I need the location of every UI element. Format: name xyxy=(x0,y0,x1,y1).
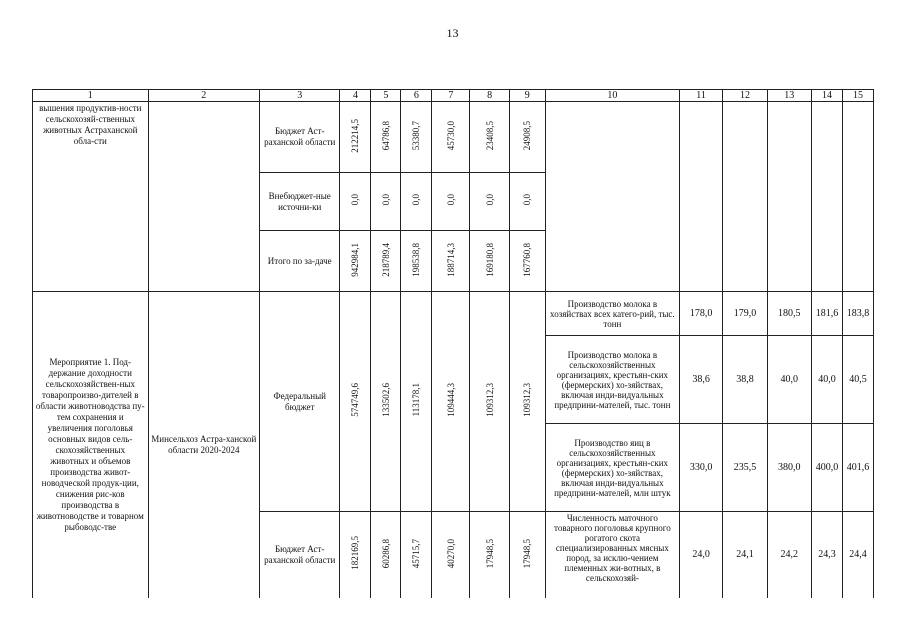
amount-2020 xyxy=(371,512,401,598)
amount: 17948,5 xyxy=(484,538,495,568)
indicator-value: 235,5 xyxy=(723,424,767,512)
amount-2024 xyxy=(509,512,545,598)
amount: 109312,3 xyxy=(522,383,533,417)
indicator-value: 24,3 xyxy=(811,512,842,598)
funding-source: Итого по за-даче xyxy=(260,231,340,292)
amount: 23408,5 xyxy=(484,120,495,151)
amount-total xyxy=(340,173,371,231)
amount: 0,0 xyxy=(445,194,456,206)
amount: 60286,8 xyxy=(380,538,391,568)
funding-source: Бюджет Аст-раханской области xyxy=(260,102,340,173)
indicator-name: Производство молока в хозяйствах всех катего-рий, тыс. тонн xyxy=(545,292,679,336)
col-num-9: 9 xyxy=(509,90,545,102)
amount-2023 xyxy=(470,102,509,173)
amount-2022 xyxy=(432,173,470,231)
indicator-value: 380,0 xyxy=(767,424,811,512)
amount-2023 xyxy=(470,512,509,598)
amount: 53380,7 xyxy=(411,120,422,151)
funding-source: Внебюджет-ные источни-ки xyxy=(260,173,340,231)
amount-2022 xyxy=(432,512,470,598)
measure-name: Мероприятие 1. Под-держание доходности сельскохозяйствен-ных товаропроизво-дителей в области животноводства пу-тем сохранения и увеличения поголовья основных видов сель-скохозяйственных животных и объемов производства живот-новодческой продук-ции, снижения рис-ков производства в животноводстве и товарном рыбоводс-тве xyxy=(33,292,149,598)
amount-2020 xyxy=(371,173,401,231)
amount-total xyxy=(340,231,371,292)
indicator-value: 38,8 xyxy=(723,336,767,424)
indicator-name: Производство яиц в сельскохозяйственных организациях, крестьян-ских (фермерских) хо-зяйствах, включая инди-видуальных предприни-мателей, млн штук xyxy=(545,424,679,512)
funding-source: Федеральный бюджет xyxy=(260,292,340,512)
amount-2023 xyxy=(470,173,509,231)
amount: 133502,6 xyxy=(380,383,391,417)
program-table xyxy=(32,89,874,598)
task-executor xyxy=(148,102,259,292)
col-num-5: 5 xyxy=(371,90,401,102)
col-num-13: 13 xyxy=(767,90,811,102)
indicator-value: 183,8 xyxy=(842,292,873,336)
amount-total xyxy=(340,512,371,598)
funding-source: Бюджет Аст-раханской области xyxy=(260,512,340,598)
indicator-value: 400,0 xyxy=(811,424,842,512)
amount-2021 xyxy=(401,292,432,512)
col-num-2: 2 xyxy=(148,90,259,102)
amount: 218789,4 xyxy=(380,242,391,277)
indicator-value: 40,0 xyxy=(811,336,842,424)
col-num-14: 14 xyxy=(811,90,842,102)
col-num-15: 15 xyxy=(842,90,873,102)
col-num-8: 8 xyxy=(470,90,509,102)
indicator-empty xyxy=(545,102,679,292)
indicator-value: 178,0 xyxy=(679,292,722,336)
amount: 109312,3 xyxy=(484,383,495,417)
amount: 0,0 xyxy=(411,194,422,206)
indicator-value: 401,6 xyxy=(842,424,873,512)
amount-2021 xyxy=(401,512,432,598)
indicator-value: 180,5 xyxy=(767,292,811,336)
indicator-value-empty xyxy=(723,102,767,292)
amount-2023 xyxy=(470,231,509,292)
amount-2020 xyxy=(371,102,401,173)
amount-2024 xyxy=(509,102,545,173)
indicator-value: 181,6 xyxy=(811,292,842,336)
amount: 0,0 xyxy=(380,194,391,206)
table-row xyxy=(33,292,874,336)
table-row xyxy=(33,102,874,173)
amount-2022 xyxy=(432,231,470,292)
col-num-12: 12 xyxy=(723,90,767,102)
indicator-value: 40,5 xyxy=(842,336,873,424)
amount: 64786,8 xyxy=(380,120,391,151)
col-num-7: 7 xyxy=(432,90,470,102)
amount: 167760,8 xyxy=(522,242,533,277)
col-num-1: 1 xyxy=(33,90,149,102)
amount-2023 xyxy=(470,292,509,512)
col-num-4: 4 xyxy=(340,90,371,102)
amount: 942984,1 xyxy=(350,242,361,277)
amount: 24908,5 xyxy=(522,120,533,151)
amount-2021 xyxy=(401,173,432,231)
amount-total xyxy=(340,102,371,173)
amount: 574749,6 xyxy=(350,383,361,417)
col-num-10: 10 xyxy=(545,90,679,102)
indicator-value: 24,0 xyxy=(679,512,722,598)
page-number: 13 xyxy=(446,26,459,40)
amount: 40270,0 xyxy=(445,538,456,568)
task-name: вышения продуктив-ности сельскохозяй-ственных животных Астраханской обла-сти xyxy=(33,102,149,292)
amount: 182169,5 xyxy=(350,536,361,571)
indicator-value: 40,0 xyxy=(767,336,811,424)
amount: 212214,5 xyxy=(350,118,361,153)
indicator-value: 330,0 xyxy=(679,424,722,512)
amount: 113178,1 xyxy=(411,383,422,417)
amount-2021 xyxy=(401,102,432,173)
amount-2024 xyxy=(509,231,545,292)
indicator-value: 24,2 xyxy=(767,512,811,598)
amount-2021 xyxy=(401,231,432,292)
indicator-value-empty xyxy=(811,102,842,292)
amount-2022 xyxy=(432,292,470,512)
indicator-value: 179,0 xyxy=(723,292,767,336)
column-number-row xyxy=(33,90,874,102)
amount-2022 xyxy=(432,102,470,173)
amount: 45715,7 xyxy=(411,538,422,568)
amount: 45730,0 xyxy=(445,120,456,151)
amount: 198538,8 xyxy=(411,242,422,277)
measure-executor: Минсельхоз Астра-ханской области 2020-2024 xyxy=(148,292,259,598)
indicator-value-empty xyxy=(767,102,811,292)
indicator-value: 38,6 xyxy=(679,336,722,424)
amount: 188714,3 xyxy=(445,242,456,277)
amount-2024 xyxy=(509,173,545,231)
indicator-value-empty xyxy=(679,102,722,292)
indicator-name: Численность маточного товарного поголовья крупного рогатого скота специализированных мясных пород, за исклю-чением племенных жи-вотных, в сельскохозяй- xyxy=(545,512,679,598)
indicator-name: Производство молока в сельскохозяйственных организациях, крестьян-ских (фермерских) хо-зяйствах, включая инди-видуальных предприни-мателей, тыс. тонн xyxy=(545,336,679,424)
indicator-value: 24,1 xyxy=(723,512,767,598)
amount: 0,0 xyxy=(350,194,361,206)
amount: 0,0 xyxy=(484,194,495,206)
amount-2024 xyxy=(509,292,545,512)
amount-total xyxy=(340,292,371,512)
col-num-3: 3 xyxy=(260,90,340,102)
col-num-11: 11 xyxy=(679,90,722,102)
amount: 169180,8 xyxy=(484,242,495,277)
amount: 109444,3 xyxy=(445,383,456,417)
amount-2020 xyxy=(371,292,401,512)
col-num-6: 6 xyxy=(401,90,432,102)
amount-2020 xyxy=(371,231,401,292)
indicator-value-empty xyxy=(842,102,873,292)
indicator-value: 24,4 xyxy=(842,512,873,598)
amount: 0,0 xyxy=(522,194,533,206)
amount: 17948,5 xyxy=(522,538,533,568)
